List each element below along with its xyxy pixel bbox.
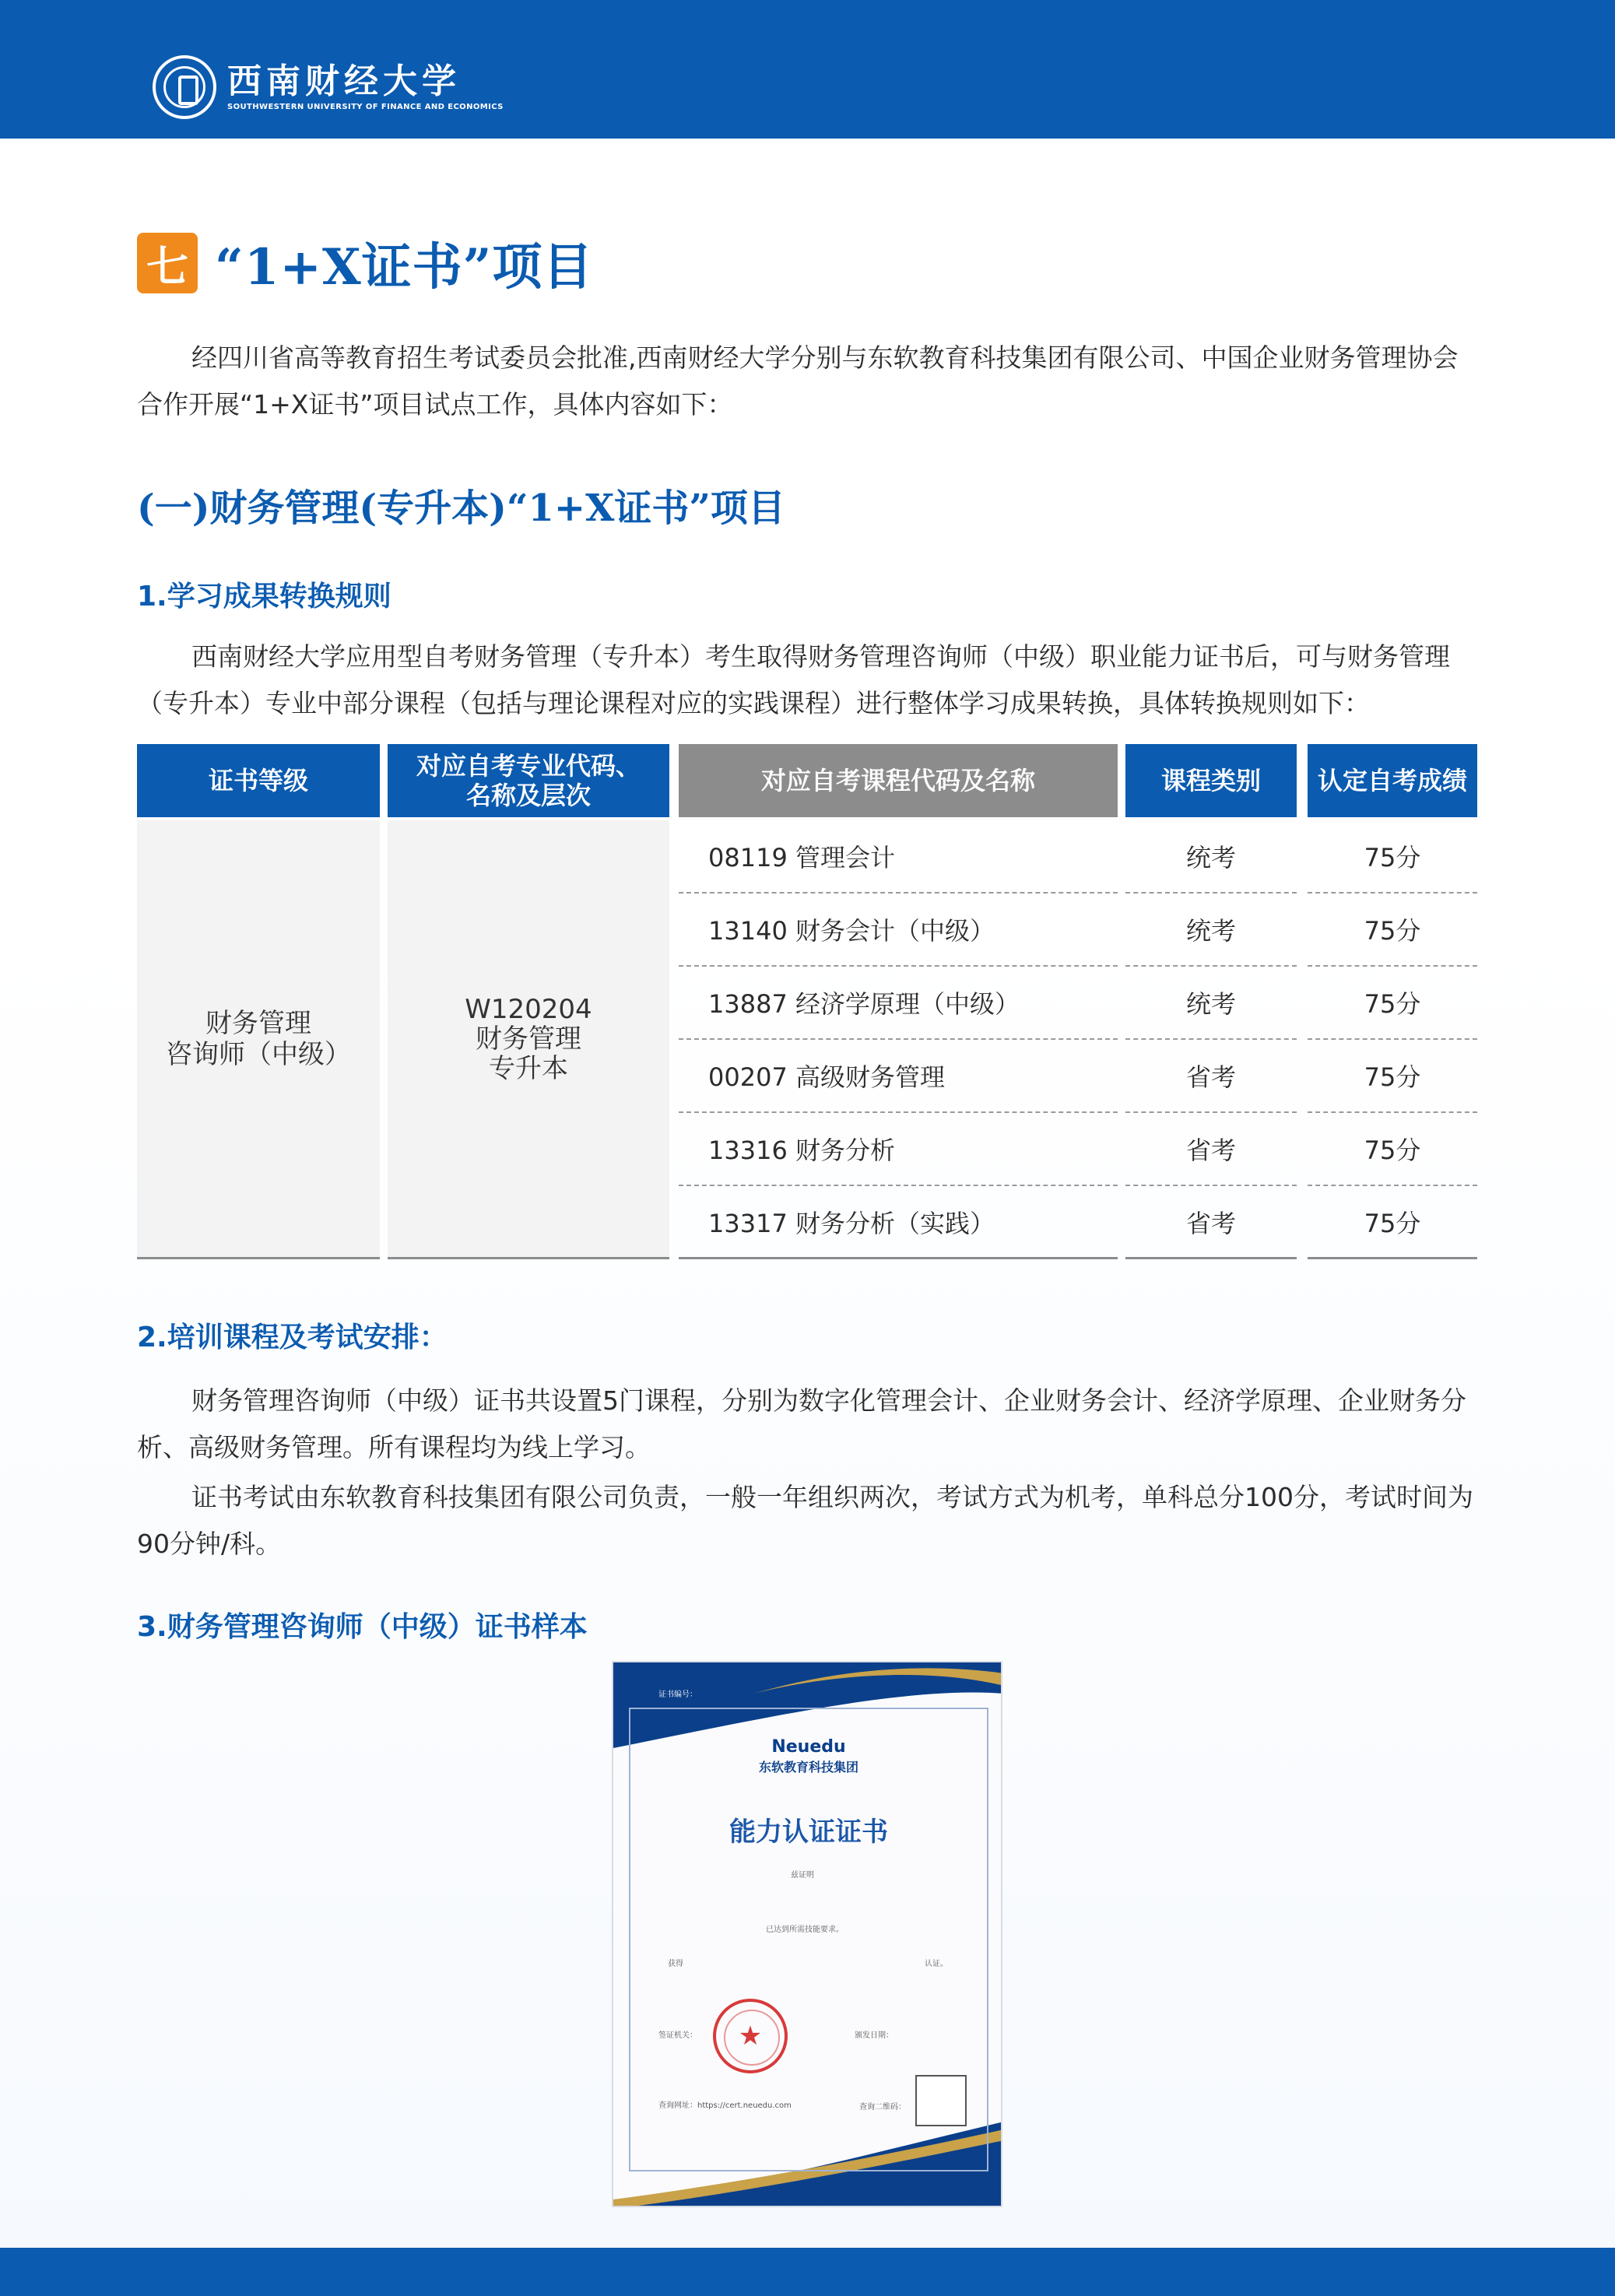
section-number-badge: 七 bbox=[137, 233, 198, 293]
university-logo bbox=[153, 54, 504, 120]
table-row bbox=[137, 1186, 1477, 1259]
course-cell: 08119 管理会计 bbox=[679, 820, 1118, 893]
cert-issuer-label: 签证机关： bbox=[658, 2031, 697, 2040]
score-cell: 75分 bbox=[1308, 967, 1477, 1040]
table-header: 对应自考课程代码及名称 bbox=[679, 744, 1118, 817]
section-title-text: “1+X证书”项目 bbox=[215, 238, 594, 297]
course-type-cell: 统考 bbox=[1125, 820, 1297, 893]
cert-brand-cn: 东软教育科技集团 bbox=[758, 1760, 858, 1775]
cert-brand-en: Neuedu bbox=[771, 1737, 846, 1757]
part1-paragraph: 西南财经大学应用型自考财务管理（专升本）考生取得财务管理咨询师（中级）职业能力证书后，可与财务管理（专升本）专业中部分课程（包括与理论课程对应的实践课程）进行整体学习成果转换，具体转换规则如下： bbox=[137, 641, 1450, 718]
table-row bbox=[137, 967, 1477, 1040]
course-cell: 13316 财务分析 bbox=[679, 1113, 1118, 1186]
course-cell: 13887 经济学原理（中级） bbox=[679, 967, 1118, 1040]
cert-issue-date-label: 颁发日期： bbox=[855, 2031, 894, 2040]
university-seal-icon bbox=[153, 55, 216, 119]
certificate-level-cell: 财务管理 咨询师（中级） bbox=[137, 820, 380, 1259]
part1-heading: 1.学习成果转换规则 bbox=[137, 581, 391, 613]
course-cell: 13140 财务会计（中级） bbox=[679, 893, 1118, 967]
part3-heading: 3.财务管理咨询师（中级）证书样本 bbox=[137, 1611, 588, 1643]
university-name-cn: 西南财经大学 bbox=[227, 61, 461, 101]
course-type-cell: 统考 bbox=[1125, 967, 1297, 1040]
conversion-table bbox=[137, 744, 1477, 1259]
score-cell: 75分 bbox=[1308, 820, 1477, 893]
score-cell: 75分 bbox=[1308, 1113, 1477, 1186]
footer-bar bbox=[0, 2248, 1615, 2296]
course-type-cell: 省考 bbox=[1125, 1186, 1297, 1259]
intro-paragraph: 经四川省高等教育招生考试委员会批准,西南财经大学分别与东软教育科技集团有限公司、中国企业财务管理协会合作开展“1+X证书”项目试点工作，具体内容如下： bbox=[137, 342, 1459, 420]
course-type-cell: 省考 bbox=[1125, 1040, 1297, 1113]
course-cell: 00207 高级财务管理 bbox=[679, 1040, 1118, 1113]
part2-paragraph-2: 证书考试由东软教育科技集团有限公司负责，一般一年组织两次，考试方式为机考，单科总分100分，考试时间为90分钟/科。 bbox=[137, 1482, 1473, 1559]
part2-paragraph-1: 财务管理咨询师（中级）证书共设置5门课程，分别为数字化管理会计、企业财务会计、经济学原理、企业财务分析、高级财务管理。所有课程均为线上学习。 bbox=[137, 1385, 1466, 1462]
university-name-en: SOUTHWESTERN UNIVERSITY OF FINANCE AND ECONOMICS bbox=[227, 103, 504, 111]
cert-qr-label: 查询二维码： bbox=[859, 2103, 906, 2112]
score-cell: 75分 bbox=[1308, 1186, 1477, 1259]
score-cell: 75分 bbox=[1308, 893, 1477, 967]
table-row bbox=[137, 1113, 1477, 1186]
qr-code-icon bbox=[915, 2075, 967, 2126]
table-header: 证书等级 bbox=[137, 744, 380, 817]
certificate-sample-image bbox=[612, 1661, 1002, 2207]
company-stamp-icon: ★ bbox=[713, 1999, 788, 2073]
part2-heading: 2.培训课程及考试安排： bbox=[137, 1322, 448, 1353]
table-header: 课程类别 bbox=[1125, 744, 1297, 817]
header-bar bbox=[0, 0, 1615, 139]
cert-query-site: 查询网址：https://cert.neuedu.com bbox=[658, 2101, 792, 2110]
subsection-title: (一)财务管理(专升本)“1+X证书”项目 bbox=[137, 486, 785, 530]
section-title bbox=[137, 227, 593, 299]
course-type-cell: 统考 bbox=[1125, 893, 1297, 967]
table-row bbox=[137, 1040, 1477, 1113]
table-row bbox=[137, 893, 1477, 967]
cert-obtain: 获得 bbox=[668, 1960, 683, 1968]
major-cell: W120204 财务管理 专升本 bbox=[388, 820, 669, 1259]
cert-line-1: 兹证明 bbox=[791, 1871, 814, 1880]
table-header: 认定自考成绩 bbox=[1308, 744, 1477, 817]
cert-line-2: 已达到所需技能要求。 bbox=[766, 1926, 844, 1934]
cert-title: 能力认证证书 bbox=[729, 1817, 888, 1848]
score-cell: 75分 bbox=[1308, 1040, 1477, 1113]
table-row bbox=[137, 820, 1477, 893]
cert-number-label: 证书编号： bbox=[658, 1690, 697, 1699]
course-cell: 13317 财务分析（实践） bbox=[679, 1186, 1118, 1259]
course-type-cell: 省考 bbox=[1125, 1113, 1297, 1186]
cert-certified: 认证。 bbox=[925, 1960, 948, 1968]
table-header: 对应自考专业代码、名称及层次 bbox=[388, 744, 669, 817]
